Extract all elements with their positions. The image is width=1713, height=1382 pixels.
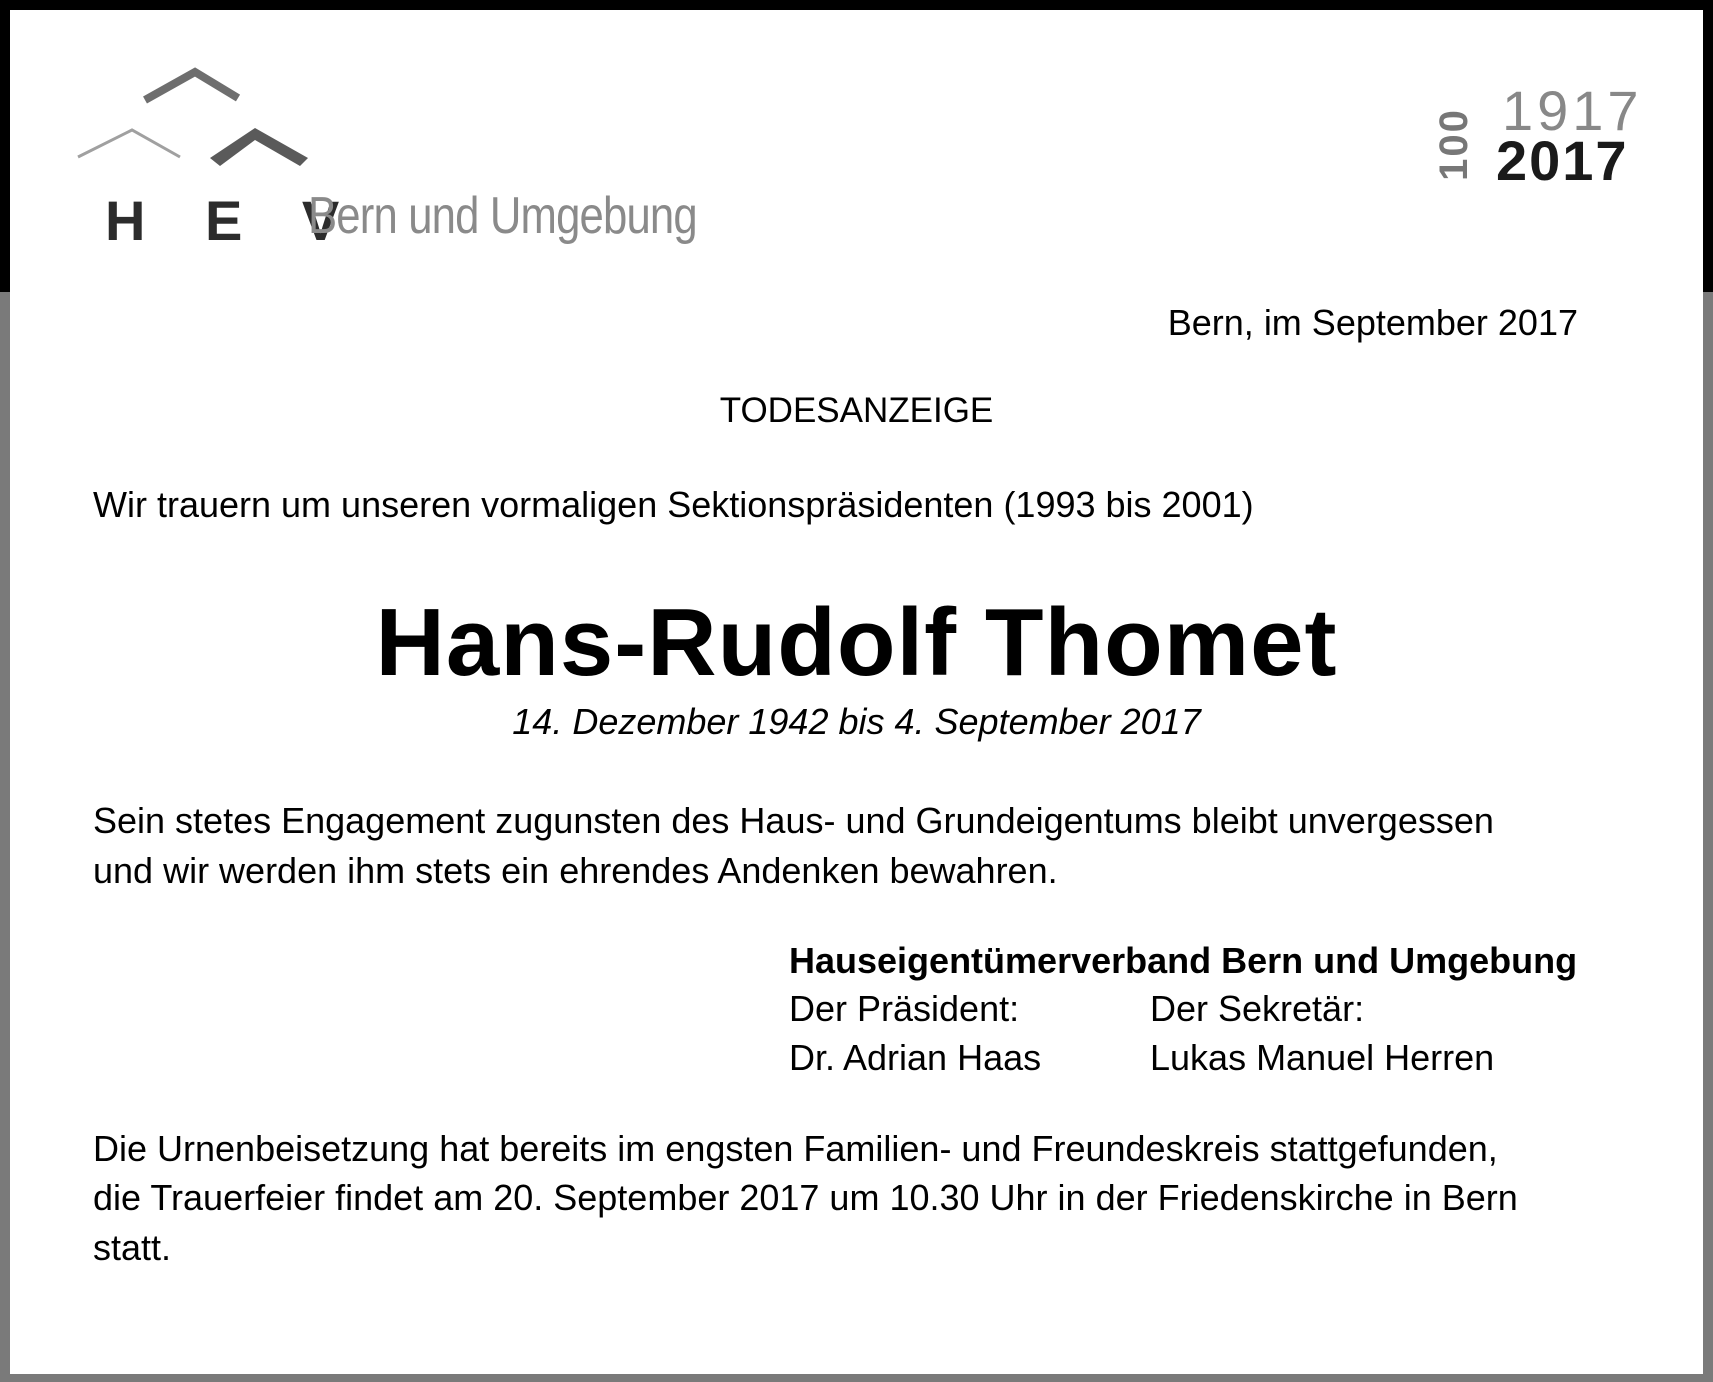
hev-logo — [70, 60, 770, 270]
frame-left-border — [0, 0, 10, 292]
frame-right-border-lower — [1703, 292, 1713, 1382]
place-date: Bern, im September 2017 — [1167, 302, 1578, 343]
notice-heading: TODESANZEIGE — [719, 391, 994, 430]
tribute-line: Sein stetes Engagement zugunsten des Haus- und Grundeigentums bleibt unvergessen — [93, 800, 1494, 841]
frame-left-border-lower — [0, 292, 10, 1382]
signatory-name-president: Dr. Adrian Haas — [789, 1037, 1042, 1078]
tribute-line: und wir werden ihm stets ein ehrendes Andenken bewahren. — [93, 850, 1058, 891]
jubilee-years-label: 100 — [1431, 108, 1476, 181]
frame-bottom-border — [0, 1374, 1713, 1382]
frame-top-border — [0, 0, 1713, 10]
jubilee-start-year: 1917 — [1502, 79, 1643, 142]
life-dates: 14. Dezember 1942 bis 4. September 2017 — [512, 701, 1201, 742]
signatory-role-secretary: Der Sekretär: — [1150, 988, 1365, 1029]
deceased-name: Hans-Rudolf Thomet — [375, 589, 1338, 696]
frame-right-border — [1703, 0, 1713, 292]
signatory-role-president: Der Präsident: — [789, 988, 1020, 1029]
signatory-name-secretary: Lukas Manuel Herren — [1150, 1037, 1495, 1078]
intro-text: Wir trauern um unseren vormaligen Sektionspräsidenten (1993 bis 2001) — [93, 484, 1254, 525]
roof-icon — [70, 60, 330, 180]
closing-line: Die Urnenbeisetzung hat bereits im engsten Familien- und Freundeskreis stattgefunden, — [93, 1128, 1498, 1169]
logo-abbreviation: H E V — [105, 189, 362, 252]
logo-subtitle: Bern und Umgebung — [308, 187, 697, 245]
organization-name: Hauseigentümerverband Bern und Umgebung — [789, 940, 1578, 981]
jubilee-mark — [1430, 78, 1650, 192]
closing-line: statt. — [93, 1227, 172, 1268]
closing-line: die Trauerfeier findet am 20. September 2017 um 10.30 Uhr in der Friedenskirche in Bern — [93, 1177, 1518, 1218]
jubilee-end-year: 2017 — [1496, 129, 1629, 192]
